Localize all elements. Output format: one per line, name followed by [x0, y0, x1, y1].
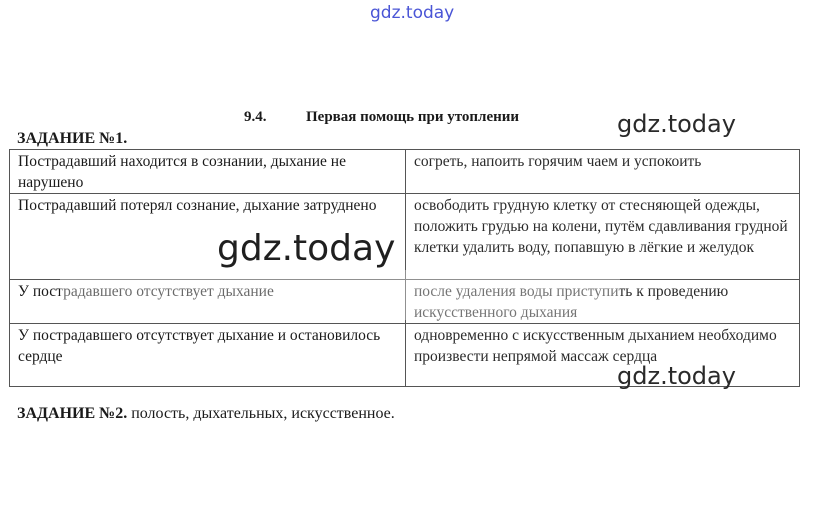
action-cell: одновременно с искусственным дыханием необходимо произвести непрямой массаж сердца: [406, 324, 800, 387]
watermark-right-lower: gdz.today: [617, 362, 736, 390]
table-row: [10, 150, 800, 194]
task1-heading: ЗАДАНИЕ №1.: [17, 130, 128, 147]
watermark-top: gdz.today: [370, 3, 455, 23]
section-number: 9.4.: [244, 109, 267, 125]
situation-cell: У пострадавшего отсутствует дыхание: [10, 280, 406, 324]
action-cell: согреть, напоить горячим чаем и успокоить: [406, 150, 800, 194]
section-title: [244, 109, 519, 126]
task2: [17, 405, 395, 423]
table-row: [10, 280, 800, 324]
situation-cell: У пострадавшего отсутствует дыхание и остановилось сердце: [10, 324, 406, 387]
situation-cell: Пострадавший потерял сознание, дыхание затруднено: [10, 194, 406, 280]
task2-answer: полость, дыхательных, искусственное.: [131, 405, 395, 422]
section-title-text: Первая помощь при утоплении: [306, 109, 520, 125]
action-cell: после удаления воды приступить к проведению искусственного дыхания: [406, 280, 800, 324]
watermark-center: gdz.today: [217, 228, 396, 269]
task2-label: ЗАДАНИЕ №2.: [17, 405, 128, 422]
action-cell: освободить грудную клетку от стесняющей одежды, положить грудью на колени, путём сдавливания грудной клетки удалить воду, попавшую в лёгкие и желудок: [406, 194, 800, 280]
first-aid-table: [9, 149, 800, 387]
table-row: [10, 194, 800, 280]
watermark-right-upper: gdz.today: [617, 110, 736, 138]
situation-cell: Пострадавший находится в сознании, дыхание не нарушено: [10, 150, 406, 194]
